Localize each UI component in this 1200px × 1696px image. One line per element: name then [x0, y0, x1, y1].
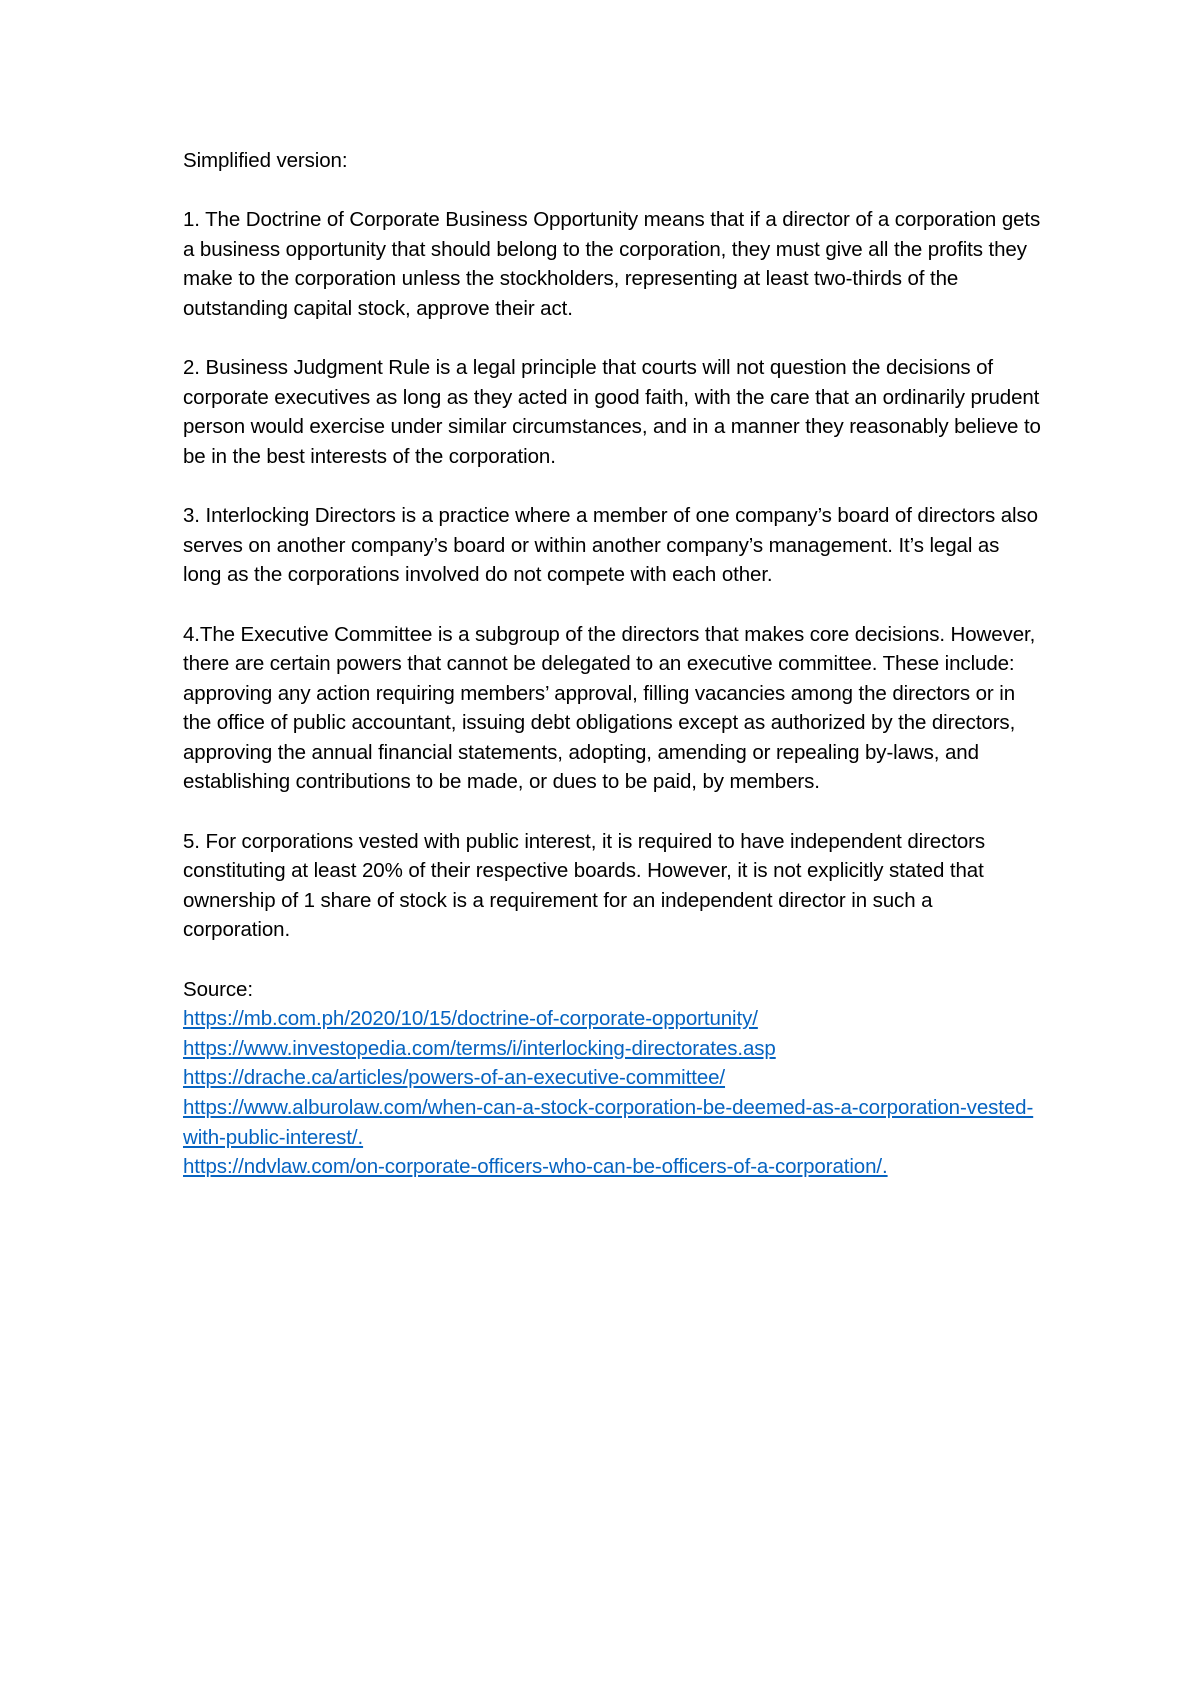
- source-link-drache[interactable]: https://drache.ca/articles/powers-of-an-executive-committee/: [183, 1066, 726, 1090]
- document-heading: Simplified version:: [183, 149, 348, 172]
- paragraph-business-judgment-rule: 2. Business Judgment Rule is a legal principle that courts will not question the decisions of corporate executives as long as they acted in good faith, with the care that an ordinarily prudent person would exercise under similar circumstances, and in a manner they reasonably believe to be in the best interests of the corporation.: [183, 356, 1041, 468]
- source-link-item: [183, 1152, 1043, 1182]
- source-link-mb[interactable]: https://mb.com.ph/2020/10/15/doctrine-of-corporate-opportunity/: [183, 1007, 758, 1031]
- source-link-item: [183, 1034, 1043, 1064]
- paragraph-interlocking-directors: 3. Interlocking Directors is a practice where a member of one company’s board of directors also serves on another company’s board or within another company’s management. It’s legal as long as the corporations involved do not compete with each other.: [183, 504, 1038, 587]
- paragraph-corporate-opportunity: 1. The Doctrine of Corporate Business Opportunity means that if a director of a corporation gets a business opportunity that should belong to the corporation, they must give all the profits they make to the corporation unless the stockholders, representing at least two-thirds of the outstanding capital stock, approve their act.: [183, 208, 1041, 320]
- source-link-ndvlaw[interactable]: https://ndvlaw.com/on-corporate-officers-who-can-be-officers-of-a-corporation/.: [183, 1155, 888, 1179]
- document-body: [183, 146, 1043, 1182]
- source-link-item: [183, 1063, 1043, 1093]
- source-link-item: [183, 1093, 1043, 1152]
- paragraph-executive-committee: 4.The Executive Committee is a subgroup of the directors that makes core decisions. However, there are certain powers that cannot be delegated to an executive committee. These include: approving any action requiring members’ approval, filling vacancies among the directors or in the office of public accountant, issuing debt obligations except as authorized by the directors, approving the annual financial statements, adopting, amending or repealing by-laws, and establishing contributions to be made, or dues to be paid, by members.: [183, 622, 1036, 794]
- source-link-investopedia[interactable]: https://www.investopedia.com/terms/i/interlocking-directorates.asp: [183, 1036, 776, 1060]
- source-label: Source:: [183, 977, 253, 1001]
- source-link-alburolaw[interactable]: https://www.alburolaw.com/when-can-a-stock-corporation-be-deemed-as-a-corporation-vested-with-public-interest/.: [183, 1096, 1034, 1149]
- source-link-item: [183, 1004, 1043, 1034]
- source-links-list: [183, 1004, 1043, 1182]
- paragraph-independent-directors: 5. For corporations vested with public interest, it is required to have independent directors constituting at least 20% of their respective boards. However, it is not explicitly stated that ownership of 1 share of stock is a requirement for an independent director in such a corporation.: [183, 829, 986, 942]
